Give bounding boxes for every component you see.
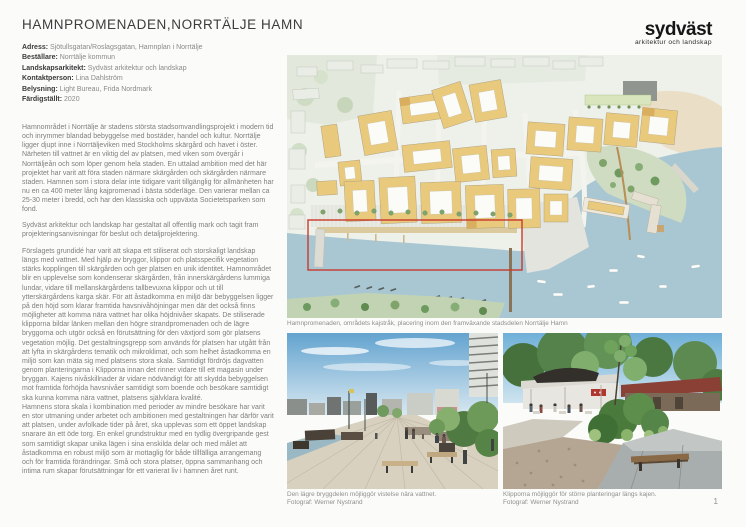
project-meta	[22, 43, 277, 105]
meta-value: 2020	[64, 96, 80, 104]
body-paragraph: Hamnområdet i Norrtälje är stadens största stadsomvandlingsprojekt i modern tid och inrymmer blandad bebyggelse med bostäder, handel och kultur. Norrtälje ligger djupt inne i Norrtäljeviken med Stockholms skärgård och havet i öster. Närheten till vattnet är en viktig del av platsen, med viken som övergår i Norrtäljeån och som löper genom hela staden. En uttalad ambition med det här projektet har varit att föra staden närmare skärgården och skärgården närmare staden. Hamnen som i stora delar inte tidigare varit tillgänglig för allmänheten har nu en ca 400 meter lång kajpromenad i bästa söderläge. Den varierar mellan ca 25-30 meter i bredd, och har den klassiska och uppväxta Societetsparken som fond.	[22, 124, 274, 214]
sydvast-logo	[560, 20, 712, 46]
meta-row-adress	[22, 43, 277, 53]
klipporna-photo-illustration	[503, 333, 722, 489]
meta-row-belysning	[22, 85, 277, 95]
caption-text: Klipporna möjliggör för större planteringar längs kajen.	[503, 491, 657, 498]
meta-value: Norrtälje kommun	[59, 54, 115, 62]
meta-value: Sjötullsgatan/Roslagsgatan, Hamnplan i Norrtälje	[50, 44, 203, 51]
meta-label: Adress:	[22, 44, 49, 51]
site-plan-illustration	[287, 55, 722, 318]
caption-credit: Fotograf: Werner Nystrand	[287, 499, 363, 506]
body-paragraph: Sydväst arkitektur och landskap har gestaltat all offentlig mark och tagit fram projekteringsanvisningar för beslut och detaljprojektering.	[22, 222, 259, 239]
caption-text: Den lägre bryggdelen möjliggör vistelse nära vattnet.	[287, 491, 437, 498]
site-plan-figure	[287, 55, 722, 318]
meta-label: Landskapsarkitekt:	[22, 64, 86, 72]
photo-boardwalk	[287, 333, 498, 489]
meta-value: Sydväst arkitektur och landskap	[87, 64, 187, 72]
photo-left-caption	[287, 491, 498, 507]
body-paragraph: Förslagets grundidé har varit att skapa ett stiliserat och storskaligt landskap längs med vattnet. Med hjälp av bryggor, klippor och platsspecifik vegetation stärks kopplingen till skärgården och ger platsen en unik identitet. Hamnområdet blir en upplevelse som kondenserar skärgården, från innerskärgårdens lummiga lundar, vidare till mellanskärgårdens tallbevuxna klippor och ut till ytterskärgårdens karga skär. För att åstadkomma en miljö där bebyggelsen ligger på den höjd som klarar framtida havsnivåhöjningar men där det också finns möjligheter att komma nära vattnet har olika höjdnivåer skapats. De stiliserade klipporna bildar länken mellan den högre strandpromenaden och de lägre bryggorna och utgör också en förutsättning för den växtjord som gör platsens vegetation möjlig. Det gestaltningsgrepp som används för platsen har utgått från att lyfta in skärgårdens tematik och mikroklimat, och som helhet åstadkomma en miljö som kan mäta sig med platsens stora skala. Samtidigt fördröjs dagvatten genom planteringarna i Klipporna innan det rinner vidare till ett magasin under bryggan. Kajens nivåskillnader är vidare nödvändigt för att skydda bebyggelsen mot framtida förhöjda havsnivåer samtidigt som boende och besökare samtidigt ska kunna komma nära vattnet, platsens självklara kvalité.	[22, 248, 274, 402]
meta-row-fardigstallt	[22, 95, 277, 105]
meta-label: Kontaktperson:	[22, 75, 74, 83]
logo-tagline: arkitektur och landskap	[634, 39, 712, 46]
body-paragraph: Hamnens stora skala i kombination med perioder av mindre besökare har varit en stor utmaning under arbetet och ambitionen med gestaltningen har därför varit att platsen, under avfolkade tider på året, ska upplevas som ett öppet landskap snarare än ett öde torg. En enkel grundstruktur med en tydlig övergripande gest som samtidigt skapar unika lägen i sina enskilda delar och med målet att åstadkomma en robust miljö som är mottaglig för både tillfälliga arrangemang och för framtida förändringar. Små och stora platser, öppna sammanhang och intima rum skapar förutsättningar för ett varierat liv i hamnen året runt.	[22, 404, 274, 476]
page-number: 1	[713, 497, 718, 506]
plan-caption: Hamnpromenaden, områdets kajstråk, placering inom den framväxande stadsdelen Norrtälje Hamn	[287, 320, 568, 327]
meta-value: Light Bureau, Frida Nordmark	[59, 85, 152, 93]
meta-row-landskapsarkitekt	[22, 64, 277, 74]
meta-label: Beställare:	[22, 54, 58, 62]
caption-credit: Fotograf: Werner Nystrand	[503, 499, 579, 506]
page-title: HAMNPROMENADEN,NORRTÄLJE HAMN	[22, 17, 304, 32]
meta-label: Belysning:	[22, 85, 58, 93]
boardwalk-photo-illustration	[287, 333, 498, 489]
logo-wordmark: sydväst	[644, 19, 712, 40]
photo-klipporna	[503, 333, 722, 489]
meta-value: Lina Dahlström	[75, 75, 123, 83]
meta-label: Färdigställt:	[22, 96, 63, 104]
meta-row-bestallare	[22, 53, 277, 63]
meta-row-kontaktperson	[22, 74, 277, 84]
